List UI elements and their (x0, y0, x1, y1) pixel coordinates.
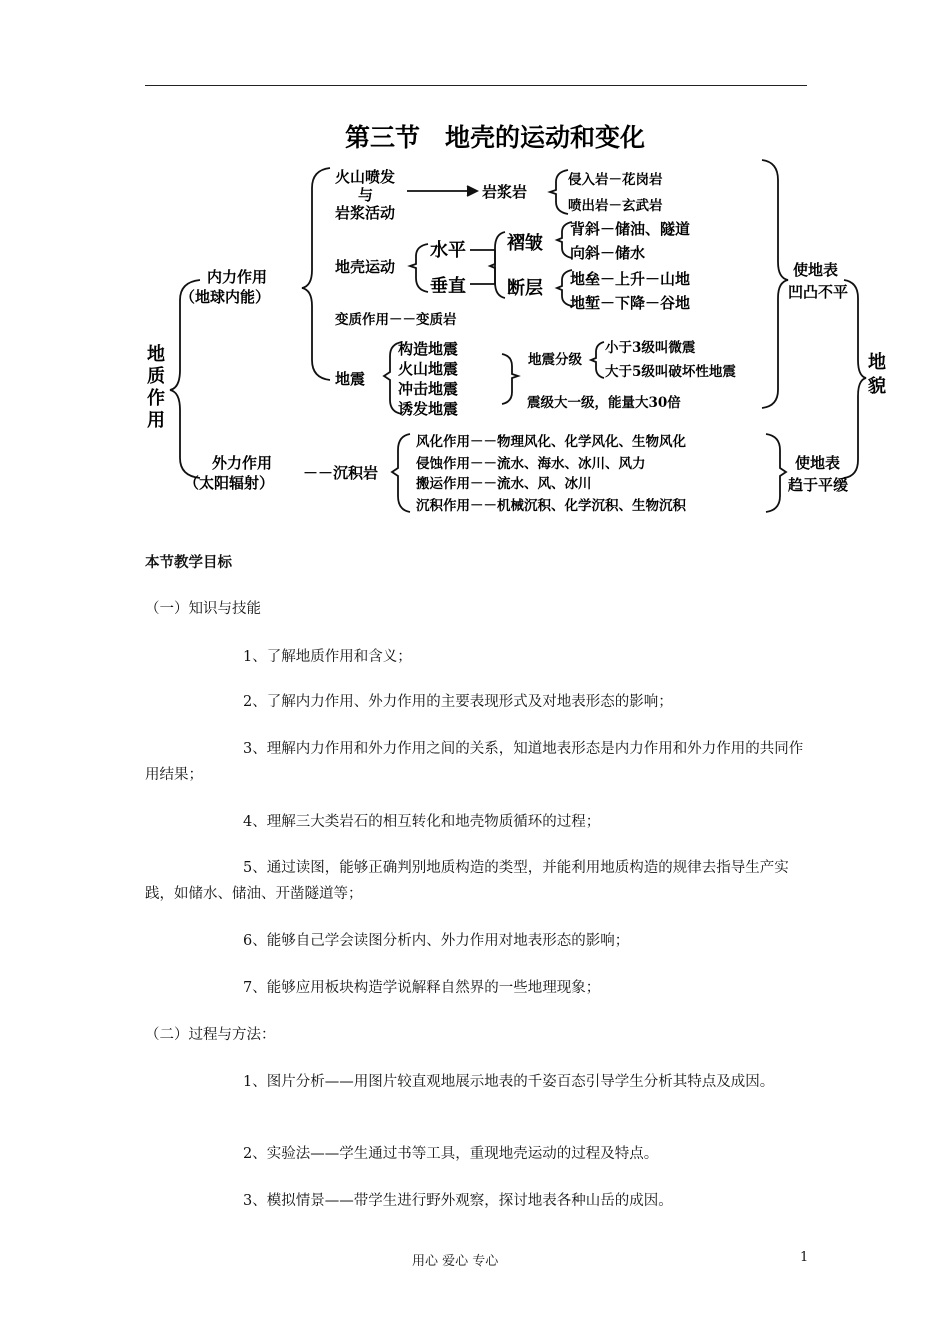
anticline: 背斜－储油、隧道 (570, 220, 691, 238)
deposition: 沉积作用－－机械沉积、化学沉积、生物沉积 (416, 498, 686, 514)
fold: 褶皱 (507, 233, 543, 254)
landform-1: 地 (868, 352, 886, 373)
weathering: 风化作用－－物理风化、化学风化、生物风化 (416, 434, 686, 450)
volcano-2: 与 (358, 186, 374, 204)
fold-fault-brace (490, 232, 505, 298)
external-label-2: （太阳辐射） (184, 474, 275, 492)
grading-brace (591, 342, 604, 378)
uneven-1: 使地表 (793, 261, 839, 279)
vertical: 垂直 (430, 276, 466, 297)
horizontal: 水平 (430, 240, 466, 261)
eq-small: 小于3级叫微震 (605, 340, 696, 356)
erosion: 侵蚀作用－－流水、海水、冰川、风力 (416, 456, 646, 472)
list-item: 5、通过读图，能够正确判别地质构造的类型，并能利用地质构造的规律去指导生产实践，如储水、储油、开凿隧道等； (145, 860, 789, 902)
internal-brace (302, 168, 330, 380)
external-label-1: 外力作用 (212, 454, 273, 472)
volcano-1: 火山喷发 (335, 168, 396, 186)
root-char: 地 (147, 344, 165, 365)
fault: 断层 (507, 278, 543, 299)
metamorphism: 变质作用－－变质岩 (335, 312, 457, 328)
eq-type-1: 构造地震 (398, 340, 459, 358)
root-char: 作 (147, 388, 165, 409)
arrow-head (467, 186, 477, 196)
sedimentary: －－沉积岩 (303, 464, 379, 482)
extrusive: 喷出岩－玄武岩 (568, 198, 663, 214)
external-brace (392, 434, 410, 512)
volcano-3: 岩浆活动 (335, 204, 396, 222)
crust-movement: 地壳运动 (335, 258, 396, 276)
eq-energy: 震级大一级，能量大30倍 (527, 395, 681, 411)
diagram-title: 第三节 地壳的运动和变化 (345, 123, 646, 152)
section-title: 本节教学目标 (145, 554, 232, 571)
footer-slogan: 用心 爱心 专心 (412, 1254, 499, 1269)
eq-type-4: 诱发地震 (398, 400, 459, 418)
eq-large: 大于5级叫破坏性地震 (605, 364, 736, 380)
root-char: 用 (147, 410, 165, 431)
page-number: 1 (800, 1250, 809, 1265)
uneven-2: 凹凸不平 (788, 283, 849, 301)
list-item: 6、能够自己学会读图分析内、外力作用对地表形态的影响； (243, 933, 630, 949)
graben: 地堑－下降－谷地 (570, 294, 691, 312)
landform-brace (844, 280, 866, 478)
landform-2: 貌 (868, 376, 886, 397)
eq-right-brace (502, 354, 518, 404)
root-char: 质 (147, 366, 165, 387)
horst: 地垒－上升－山地 (570, 270, 691, 288)
eq-type-3: 冲击地震 (398, 380, 459, 398)
earthquake: 地震 (335, 370, 366, 388)
flatten-1: 使地表 (795, 454, 841, 472)
intrusive: 侵入岩－花岗岩 (568, 172, 663, 188)
part2-heading: （二）过程与方法： (145, 1027, 276, 1043)
eq-type-2: 火山地震 (398, 360, 459, 378)
list-item: 7、能够应用板块构造学说解释自然界的一些地理现象； (243, 980, 601, 996)
crust-brace (410, 244, 428, 292)
list-item: 2、实验法——学生通过书等工具，重现地壳运动的过程及特点。 (243, 1146, 659, 1162)
flatten-2: 趋于平缓 (788, 476, 849, 494)
igneous-brace (550, 170, 568, 214)
list-item: 1、图片分析——用图片较直观地展示地表的千姿百态引导学生分析其特点及成因。 (243, 1074, 775, 1090)
internal-label-1: 内力作用 (207, 268, 268, 286)
list-item: 3、理解内力作用和外力作用之间的关系，知道地表形态是内力作用和外力作用的共同作用结果； (145, 741, 804, 783)
list-item: 3、模拟情景——带学生进行野外观察，探讨地表各种山岳的成因。 (243, 1193, 673, 1209)
list-item: 4、理解三大类岩石的相互转化和地壳物质循环的过程； (243, 814, 601, 830)
syncline: 向斜－储水 (570, 244, 646, 262)
transport: 搬运作用－－流水、风、冰川 (416, 476, 592, 492)
list-item: 2、了解内力作用、外力作用的主要表现形式及对地表形态的影响； (243, 694, 673, 710)
uneven-brace (762, 160, 788, 408)
flatten-brace (766, 434, 786, 512)
root-brace (170, 280, 200, 478)
eq-grading: 地震分级 (528, 352, 582, 368)
igneous-label: 岩浆岩 (482, 183, 528, 201)
geology-concept-map (0, 0, 950, 530)
part1-heading: （一）知识与技能 (145, 601, 261, 617)
internal-label-2: （地球内能） (180, 288, 271, 306)
list-item: 1、了解地质作用和含义； (243, 649, 412, 665)
